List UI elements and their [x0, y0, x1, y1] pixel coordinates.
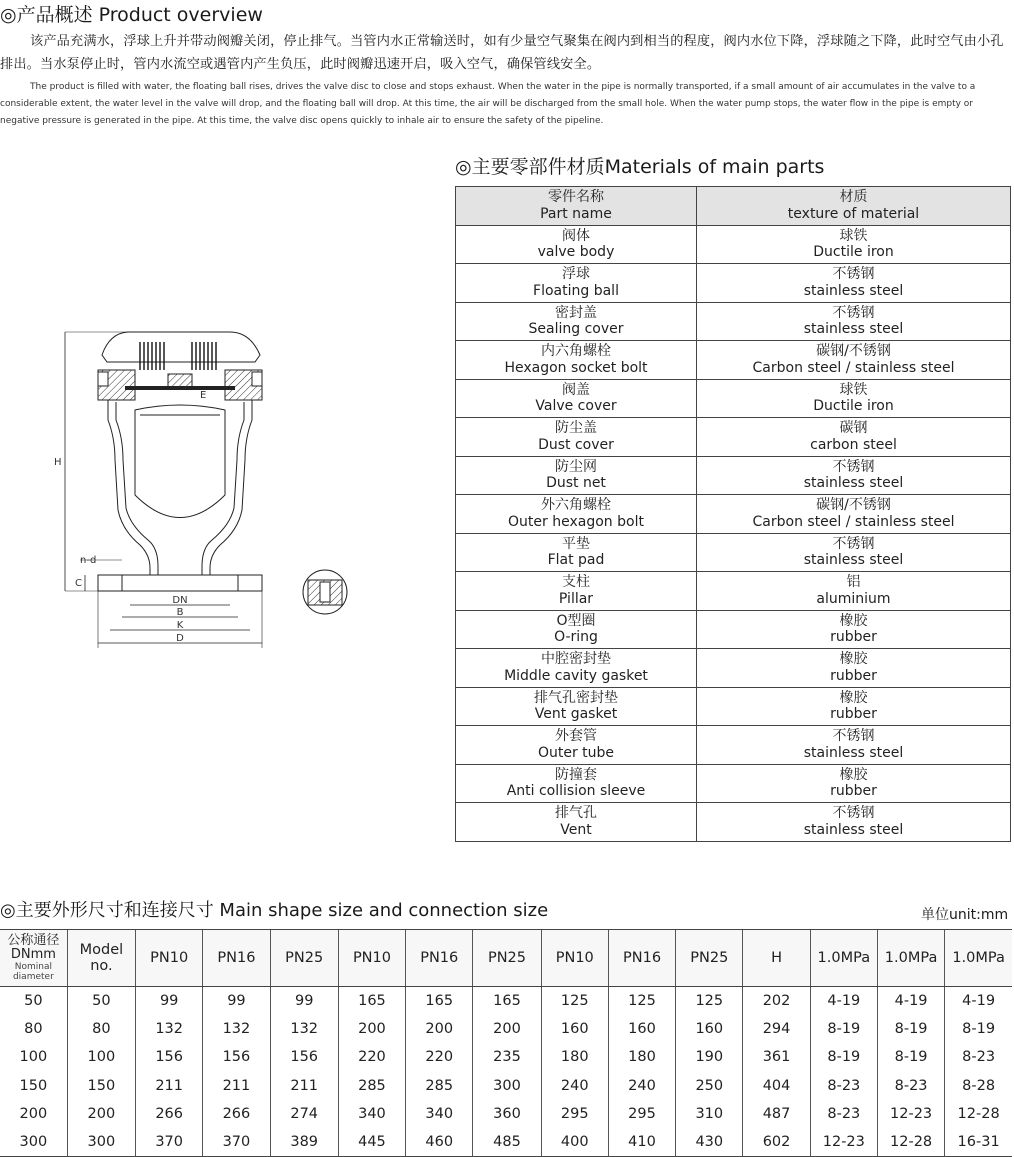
part-name-cell: 阀体 valve body [456, 225, 697, 264]
part-name-cell: O型圈 O-ring [456, 610, 697, 649]
dimensions-header-cell: 1.0MPa [810, 930, 877, 987]
header-model: Model no. [67, 930, 135, 987]
dimensions-cell: 50 [67, 987, 135, 1016]
dimensions-cell: 125 [541, 987, 608, 1016]
dimensions-title: ◎主要外形尺寸和连接尺寸 Main shape size and connection size [0, 900, 549, 921]
dimensions-cell: 240 [541, 1072, 608, 1100]
dimensions-cell: 300 [0, 1128, 67, 1157]
dimensions-cell: 99 [203, 987, 270, 1016]
dimensions-cell: 389 [270, 1128, 338, 1157]
materials-row [456, 341, 1011, 380]
materials-row [456, 533, 1011, 572]
materials-row [456, 418, 1011, 457]
dimensions-cell: 125 [676, 987, 743, 1016]
dimensions-cell: 300 [67, 1128, 135, 1157]
material-cell: 橡胶 rubber [697, 687, 1011, 726]
dimensions-cell: 4-19 [810, 987, 877, 1016]
dimensions-cell: 250 [676, 1072, 743, 1100]
dimensions-row [0, 1043, 1012, 1071]
dimensions-header-cell: PN10 [136, 930, 203, 987]
dimensions-cell: 156 [270, 1043, 338, 1071]
diagram-label-dn: DN [172, 595, 188, 606]
part-name-cell: 外六角螺栓 Outer hexagon bolt [456, 495, 697, 534]
dimensions-cell: 485 [473, 1128, 541, 1157]
diagram-label-h: H [54, 457, 62, 468]
dimensions-cell: 200 [406, 1015, 473, 1043]
materials-row [456, 687, 1011, 726]
header-nominal-diameter: 公称通径 DNmm Nominal diameter [0, 930, 67, 987]
dimensions-header-cell: PN16 [406, 930, 473, 987]
material-cell: 不锈钢 stainless steel [697, 302, 1011, 341]
dimensions-cell: 160 [676, 1015, 743, 1043]
dimensions-cell: 200 [19, 1105, 48, 1122]
dimensions-cell: 400 [541, 1128, 608, 1157]
dimensions-cell: 370 [203, 1128, 270, 1157]
dimensions-cell: 50 [24, 993, 43, 1010]
material-cell: 铝 aluminium [697, 572, 1011, 611]
dimensions-cell: 200 [338, 1015, 405, 1043]
dimensions-cell: 99 [270, 987, 338, 1016]
materials-row [456, 456, 1011, 495]
dimensions-cell: 285 [406, 1072, 473, 1100]
part-name-cell: 排气孔密封垫 Vent gasket [456, 687, 697, 726]
material-cell: 不锈钢 stainless steel [697, 264, 1011, 303]
dimensions-cell: 200 [67, 1100, 135, 1128]
dimensions-cell: 274 [270, 1100, 338, 1128]
dimensions-cell: 266 [136, 1100, 203, 1128]
dimensions-row [0, 1015, 1012, 1043]
dimensions-cell: 80 [67, 1015, 135, 1043]
dimensions-cell: 8-23 [945, 1043, 1012, 1071]
dimensions-cell: 125 [608, 987, 675, 1016]
diagram-label-b: B [176, 607, 184, 618]
dimensions-cell: 150 [19, 1077, 48, 1094]
dimensions-cell: 80 [24, 1021, 43, 1038]
dimensions-cell: 8-19 [945, 1015, 1012, 1043]
materials-row [456, 264, 1011, 303]
valve-cross-section-drawing [40, 320, 360, 660]
diagram-label-n-d: n-d [80, 555, 97, 566]
materials-row [456, 225, 1011, 264]
dimensions-cell: 150 [67, 1072, 135, 1100]
dimensions-cell: 8-19 [877, 1043, 944, 1071]
materials-row [456, 803, 1011, 842]
dimensions-cell: 211 [270, 1072, 338, 1100]
part-name-cell: 阀盖 Valve cover [456, 379, 697, 418]
material-cell: 碳钢 carbon steel [697, 418, 1011, 457]
materials-title: ◎主要零部件材质Materials of main parts [455, 156, 825, 178]
materials-row [456, 610, 1011, 649]
dimensions-header-cell: 1.0MPa [945, 930, 1012, 987]
dimensions-header-cell: PN10 [541, 930, 608, 987]
dimensions-cell: 294 [743, 1015, 810, 1043]
dimensions-header-cell: PN25 [473, 930, 541, 987]
diagram-label-d: D [176, 633, 184, 644]
dimensions-cell: 8-28 [945, 1072, 1012, 1100]
material-cell: 不锈钢 stainless steel [697, 456, 1011, 495]
material-cell: 碳钢/不锈钢 Carbon steel / stainless steel [697, 495, 1011, 534]
materials-header-row [456, 187, 1011, 226]
dimensions-row [0, 1072, 1012, 1100]
dimensions-cell: 12-23 [810, 1128, 877, 1157]
dimensions-cell: 12-28 [945, 1100, 1012, 1128]
dimensions-cell: 370 [136, 1128, 203, 1157]
dimensions-cell: 132 [136, 1015, 203, 1043]
dimensions-cell: 156 [136, 1043, 203, 1071]
part-name-cell: 浮球 Floating ball [456, 264, 697, 303]
dimensions-cell: 340 [406, 1100, 473, 1128]
dimensions-cell: 240 [608, 1072, 675, 1100]
dimensions-cell: 202 [743, 987, 810, 1016]
dimensions-cell: 460 [406, 1128, 473, 1157]
part-name-cell: 密封盖 Sealing cover [456, 302, 697, 341]
dimensions-cell: 211 [203, 1072, 270, 1100]
dimensions-cell: 165 [473, 987, 541, 1016]
dimensions-cell: 430 [676, 1128, 743, 1157]
dimensions-cell: 295 [541, 1100, 608, 1128]
materials-header-part: 零件名称 Part name [456, 187, 697, 226]
dimensions-cell: 235 [473, 1043, 541, 1071]
part-name-cell: 防尘网 Dust net [456, 456, 697, 495]
dimensions-header-cell: PN25 [270, 930, 338, 987]
dimensions-cell: 340 [338, 1100, 405, 1128]
material-cell: 橡胶 rubber [697, 610, 1011, 649]
dimensions-cell: 8-23 [810, 1100, 877, 1128]
part-name-cell: 外套管 Outer tube [456, 726, 697, 765]
material-cell: 碳钢/不锈钢 Carbon steel / stainless steel [697, 341, 1011, 380]
part-name-cell: 支柱 Pillar [456, 572, 697, 611]
dimensions-unit: 单位unit:mm [921, 907, 1009, 923]
dimensions-cell: 266 [203, 1100, 270, 1128]
materials-row [456, 572, 1011, 611]
materials-row [456, 302, 1011, 341]
dimensions-header-cell: H [743, 930, 810, 987]
dimensions-cell: 8-19 [877, 1015, 944, 1043]
dimensions-cell: 4-19 [945, 987, 1012, 1016]
overview-text-cn: 该产品充满水，浮球上升并带动阀瓣关闭，停止排气。当管内水正常输送时，如有少量空气聚集在阀内到相当的程度，阀内水位下降，浮球随之下降，此时空气由小孔排出。当水泵停止时，管内水流空或遇管内产生负压，此时阀瓣迅速开启，吸入空气，确保管线安全。 [0, 34, 1004, 72]
part-name-cell: 防尘盖 Dust cover [456, 418, 697, 457]
dimensions-cell: 310 [676, 1100, 743, 1128]
material-cell: 不锈钢 stainless steel [697, 803, 1011, 842]
dimensions-cell: 300 [473, 1072, 541, 1100]
part-name-cell: 平垫 Flat pad [456, 533, 697, 572]
dimensions-cell: 165 [338, 987, 405, 1016]
dimensions-header-row [0, 930, 1012, 987]
materials-row [456, 379, 1011, 418]
material-cell: 不锈钢 stainless steel [697, 533, 1011, 572]
overview-title: ◎产品概述 Product overview [0, 4, 263, 26]
dimensions-cell: 16-31 [945, 1128, 1012, 1157]
diagram-label-c: C [75, 578, 82, 589]
material-cell: 球铁 Ductile iron [697, 225, 1011, 264]
dimensions-cell: 8-23 [810, 1072, 877, 1100]
material-cell: 不锈钢 stainless steel [697, 726, 1011, 765]
dimensions-cell: 602 [743, 1128, 810, 1157]
materials-header-material: 材质 texture of material [697, 187, 1011, 226]
materials-table [455, 186, 1011, 842]
dimensions-cell: 220 [406, 1043, 473, 1071]
diagram-label-e: E [200, 390, 207, 401]
material-cell: 橡胶 rubber [697, 764, 1011, 803]
overview-text-en: The product is filled with water, the floating ball rises, drives the valve disc to close and stops exhaust. When the water in the pipe is normally transported, if a small amount of air accumulates in the valve to a considerable extent, the water level in the valve will drop, and the floating ball will drop. At this time, the air will be discharged from the small hole. When the water pump stops, the water flow in the pipe is empty or negative pressure is generated in the pipe. At this time, the valve disc opens quickly to inhale air to ensure the safety of the pipeline. [0, 82, 976, 126]
dimensions-cell: 12-23 [877, 1100, 944, 1128]
dimensions-cell: 156 [203, 1043, 270, 1071]
dimensions-cell: 404 [743, 1072, 810, 1100]
dimensions-cell: 410 [608, 1128, 675, 1157]
materials-row [456, 764, 1011, 803]
dimensions-cell: 8-19 [810, 1015, 877, 1043]
dimensions-cell: 132 [270, 1015, 338, 1043]
dimensions-header-cell: PN25 [676, 930, 743, 987]
dimensions-cell: 180 [608, 1043, 675, 1071]
dimensions-header-cell: PN10 [338, 930, 405, 987]
materials-row [456, 726, 1011, 765]
dimensions-cell: 285 [338, 1072, 405, 1100]
diagram-label-k: K [176, 620, 184, 631]
dimensions-cell: 100 [67, 1043, 135, 1071]
part-name-cell: 排气孔 Vent [456, 803, 697, 842]
dimensions-cell: 180 [541, 1043, 608, 1071]
dimensions-cell: 360 [473, 1100, 541, 1128]
dimensions-cell: 220 [338, 1043, 405, 1071]
material-cell: 橡胶 rubber [697, 649, 1011, 688]
dimensions-cell: 4-19 [877, 987, 944, 1016]
materials-row [456, 649, 1011, 688]
dimensions-header-cell: PN16 [608, 930, 675, 987]
dimensions-cell: 12-28 [877, 1128, 944, 1157]
dimensions-cell: 99 [136, 987, 203, 1016]
dimensions-row [0, 1100, 1012, 1128]
part-name-cell: 防撞套 Anti collision sleeve [456, 764, 697, 803]
materials-row [456, 495, 1011, 534]
dimensions-cell: 165 [406, 987, 473, 1016]
dimensions-cell: 295 [608, 1100, 675, 1128]
dimensions-cell: 361 [743, 1043, 810, 1071]
material-cell: 球铁 Ductile iron [697, 379, 1011, 418]
dimensions-cell: 160 [608, 1015, 675, 1043]
part-name-cell: 内六角螺栓 Hexagon socket bolt [456, 341, 697, 380]
dimensions-cell: 211 [136, 1072, 203, 1100]
dimensions-header-cell: PN16 [203, 930, 270, 987]
dimensions-cell: 160 [541, 1015, 608, 1043]
dimensions-header-cell: 1.0MPa [877, 930, 944, 987]
dimensions-cell: 132 [203, 1015, 270, 1043]
dimensions-cell: 100 [19, 1049, 48, 1066]
dimensions-cell: 200 [473, 1015, 541, 1043]
dimensions-table [0, 929, 1012, 1157]
dimensions-cell: 487 [743, 1100, 810, 1128]
part-name-cell: 中腔密封垫 Middle cavity gasket [456, 649, 697, 688]
dimensions-row [0, 987, 1012, 1016]
dimensions-cell: 8-19 [810, 1043, 877, 1071]
dimensions-cell: 445 [338, 1128, 405, 1157]
dimensions-row [0, 1128, 1012, 1157]
dimensions-cell: 190 [676, 1043, 743, 1071]
dimensions-cell: 8-23 [877, 1072, 944, 1100]
